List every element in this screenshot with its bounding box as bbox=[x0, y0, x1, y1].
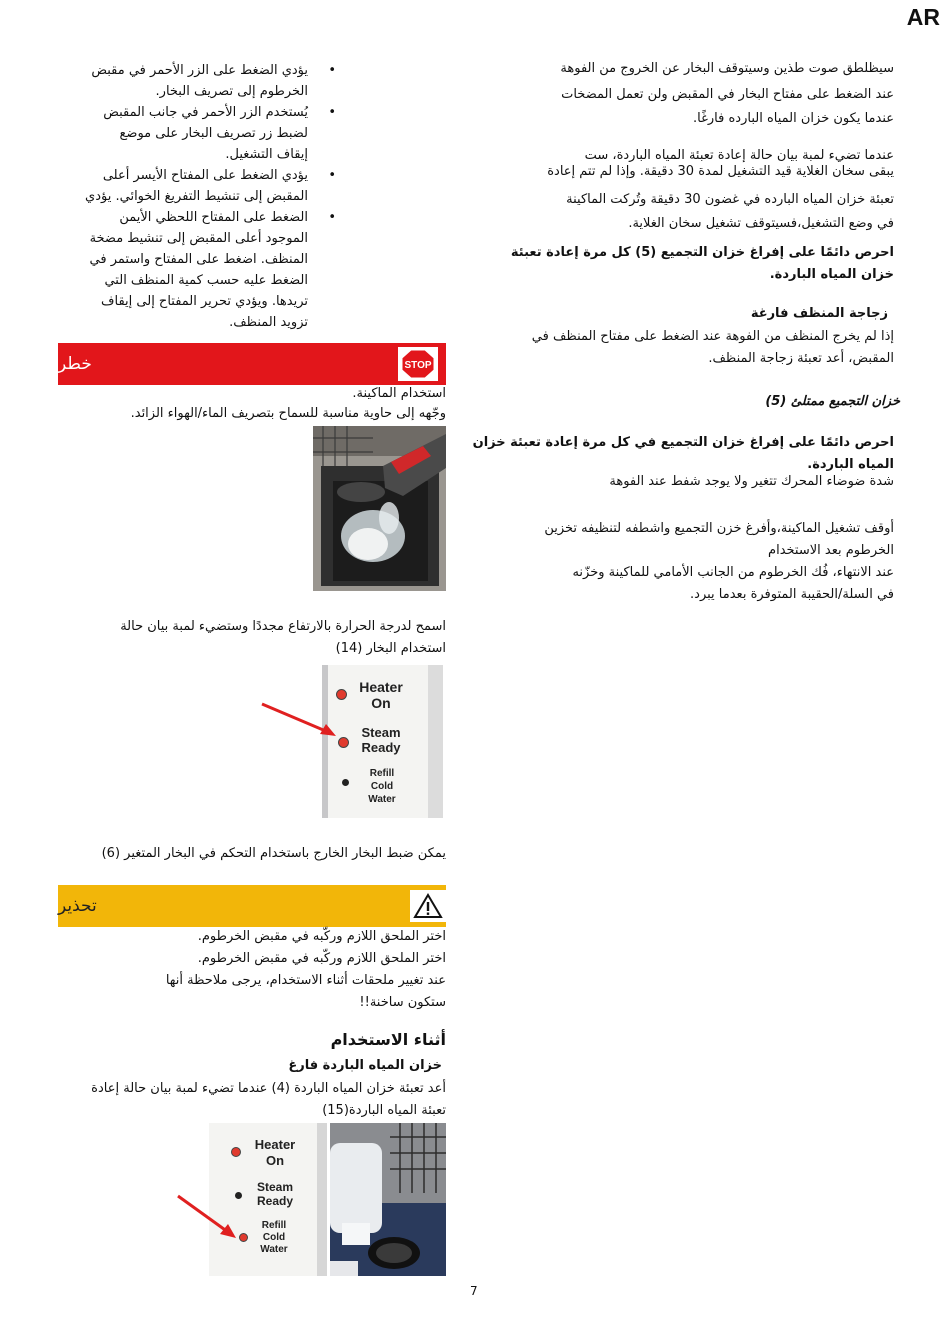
text-line: المنظف. اضغط على المفتاح واستمر في bbox=[89, 252, 308, 267]
list-item bbox=[66, 207, 336, 333]
arrow-icon bbox=[258, 700, 338, 740]
text-line: احرص دائمًا على إفراغ خزان التجميع في كل مرة إعادة تعبئة خزان bbox=[472, 435, 894, 450]
empty-collection-note-2 bbox=[474, 432, 894, 476]
text-line: عند الضغط على مفتاح البخار في المقبض ولن تعمل المضخات bbox=[561, 87, 894, 102]
cold-water-tank-photo bbox=[330, 1123, 446, 1276]
text-line: • يؤدي الضغط على المفتاح الأيسر أعلى bbox=[102, 168, 308, 183]
language-code: AR bbox=[906, 4, 940, 30]
list-item bbox=[66, 165, 336, 207]
text-line: لضبط زر تصريف البخار على موضع bbox=[119, 126, 308, 141]
collection-tank-heading: خزان التجميع ممتلئ (5) bbox=[765, 394, 900, 409]
steam-ready-text bbox=[46, 616, 446, 660]
text-line: عندما تضيء لمبة بيان حالة إعادة تعبئة المياه الباردة، ست bbox=[584, 148, 894, 163]
heater-on-label bbox=[245, 1137, 305, 1169]
panel-edge bbox=[428, 665, 443, 818]
text-line: أعد تعبئة خزان المياه الباردة (4) عندما تضيء لمبة بيان حالة إعادة bbox=[91, 1081, 446, 1096]
heater-on-label bbox=[350, 679, 412, 711]
text-line: • يُستخدم الزر الأحمر في جانب المقبض bbox=[103, 105, 308, 120]
text-line: عند تغيير ملحقات أثناء الاستخدام، يرجى ملاحظة أنها bbox=[165, 973, 446, 988]
text-line: المقبض، أعد تعبئة زجاجة المنظف. bbox=[708, 351, 894, 366]
refill-cold-water-label bbox=[352, 767, 412, 806]
text-line: • يؤدي الضغط على الزر الأحمر في مقبض bbox=[91, 63, 308, 78]
label-word: Water bbox=[260, 1244, 288, 1255]
detergent-paragraph bbox=[494, 326, 894, 370]
label-word: Water bbox=[368, 794, 396, 805]
text-line: عند الانتهاء، فُك الخرطوم من الجانب الأمامي للماكينة وخزّنه bbox=[572, 565, 894, 580]
shutdown-paragraph bbox=[474, 518, 894, 606]
text-line: في وضع التشغيل،فسيتوقف تشغيل سخان الغلاية. bbox=[628, 216, 894, 231]
arrow-icon bbox=[174, 1192, 238, 1240]
label-word: Heater bbox=[254, 1137, 296, 1152]
text-line: ستكون ساخنة!! bbox=[359, 995, 446, 1010]
warning-label: تحذير bbox=[58, 896, 97, 916]
text-line: اختر الملحق اللازم وركّبه في مقبض الخرطوم. bbox=[197, 929, 446, 944]
text-line: استخدام البخار (14) bbox=[335, 641, 446, 656]
text-line: استخدام الماكينة. bbox=[352, 386, 446, 401]
cold-water-tank-illustration bbox=[330, 1123, 446, 1276]
heater-on-indicator-icon bbox=[231, 1147, 241, 1157]
label-word: Refill bbox=[261, 1220, 287, 1231]
intro-paragraph bbox=[504, 58, 894, 130]
text-line: سيظلطق صوت طذين وسيتوقف البخار عن الخروج من الفوهة bbox=[560, 61, 894, 76]
label-word: On bbox=[265, 1153, 285, 1168]
panel-edge bbox=[317, 1123, 327, 1276]
empty-collection-note-1 bbox=[494, 242, 894, 286]
detergent-heading: زجاجة المنظف فارغة bbox=[750, 306, 888, 321]
refill-paragraph bbox=[504, 144, 894, 236]
steam-adjust-text: يمكن ضبط البخار الخارج باستخدام التحكم في البخار المتغير (6) bbox=[101, 846, 446, 861]
text-line: الخرطوم إلى تصريف البخار. bbox=[155, 84, 308, 99]
page-number: 7 bbox=[470, 1284, 478, 1298]
motor-symptom: شدة ضوضاء المحرك تتغير ولا يوجد شفط عند الفوهة bbox=[609, 474, 894, 489]
label-word: Heater bbox=[359, 679, 403, 695]
warning-triangle-svg bbox=[413, 893, 443, 919]
text-line: أوقف تشغيل الماكينة،وأفرغ خزن التجميع واشطفه لتنظيفه تخزين bbox=[544, 521, 894, 536]
label-word: Ready bbox=[361, 740, 401, 755]
indicator-panel-photo-steam-ready bbox=[322, 665, 443, 818]
list-item bbox=[66, 102, 336, 165]
warning-banner bbox=[58, 885, 446, 927]
cold-water-empty-text bbox=[46, 1078, 446, 1122]
text-line: الخرطوم بعد الاستخدام bbox=[768, 543, 894, 558]
warning-text bbox=[46, 926, 446, 1014]
steam-ready-label bbox=[350, 725, 412, 755]
stop-sign-text: STOP bbox=[404, 360, 432, 371]
text-line: خزان المياه الباردة. bbox=[769, 267, 894, 282]
heater-on-indicator-icon bbox=[336, 689, 347, 700]
warning-triangle-icon bbox=[410, 890, 446, 922]
label-word: Cold bbox=[370, 781, 394, 792]
danger-text bbox=[46, 384, 446, 424]
label-word: Ready bbox=[256, 1194, 294, 1208]
text-line: وجّهه إلى حاوية مناسبة للسماح بتصريف الماء/الهواء الزائد. bbox=[130, 406, 446, 421]
text-line: المياه الباردة. bbox=[807, 457, 894, 472]
text-line: يبقى سخان الغلاية قيد التشغيل لمدة 30 دقيقة. وإذا لم تتم إعادة bbox=[547, 164, 894, 179]
cold-water-empty-heading: خزان المياه الباردة فارغ bbox=[288, 1058, 442, 1073]
danger-banner bbox=[58, 343, 446, 385]
stop-sign-icon bbox=[398, 347, 438, 381]
list-item bbox=[66, 60, 336, 102]
text-line: تعبئة خزان المياه البارده في غضون 30 دقيقة وتُركت الماكينة bbox=[566, 192, 894, 207]
text-line: المقبض إلى تنشيط التفريغ الخوائي. يؤدي bbox=[85, 189, 308, 204]
label-word: Steam bbox=[256, 1180, 294, 1194]
text-line: تعبئة المياه الباردة(15) bbox=[322, 1103, 446, 1118]
label-word: Refill bbox=[369, 768, 395, 779]
text-line: احرص دائمًا على إفراغ خزان التجميع (5) كل مرة إعادة تعبئة bbox=[510, 245, 894, 260]
label-word: On bbox=[371, 695, 391, 711]
refill-cold-water-indicator-icon bbox=[342, 779, 349, 786]
steam-discharge-photo bbox=[313, 426, 446, 591]
text-line: تزويد المنظف. bbox=[229, 315, 308, 330]
handle-controls-list bbox=[66, 60, 336, 333]
text-line: في السلة/الحقيبة المتوفرة بعدما يبرد. bbox=[690, 587, 894, 602]
text-line: الضغط عليه حسب كمية المنظف التي bbox=[104, 273, 308, 288]
text-line: • الضغط على المفتاح اللحظي الأيمن bbox=[119, 210, 308, 225]
text-line: اختر الملحق اللازم وركّبه في مقبض الخرطوم. bbox=[197, 951, 446, 966]
text-line: عندما يكون خزان المياه البارده فارغًا. bbox=[693, 111, 894, 126]
text-line: إيقاف التشغيل. bbox=[225, 147, 308, 162]
during-use-heading: أثناء الاستخدام bbox=[330, 1030, 446, 1049]
text-line: الموجود أعلى المقبض إلى تنشيط مضخة bbox=[89, 231, 308, 246]
text-line: اسمح لدرجة الحرارة بالارتفاع مجددًا وستضيء لمبة بيان حالة bbox=[120, 619, 446, 634]
text-line: تريدها. ويؤدي تحرير المفتاح إلى إيقاف bbox=[101, 294, 308, 309]
steam-discharge-illustration bbox=[313, 426, 446, 591]
steam-ready-label bbox=[245, 1180, 305, 1208]
label-word: Steam bbox=[361, 725, 401, 740]
label-word: Cold bbox=[262, 1232, 286, 1243]
danger-label: خطر bbox=[58, 354, 92, 374]
steam-ready-indicator-icon bbox=[338, 737, 349, 748]
refill-cold-water-label bbox=[247, 1220, 301, 1256]
text-line: إذا لم يخرج المنظف من الفوهة عند الضغط على مفتاح المنظف في bbox=[531, 329, 894, 344]
